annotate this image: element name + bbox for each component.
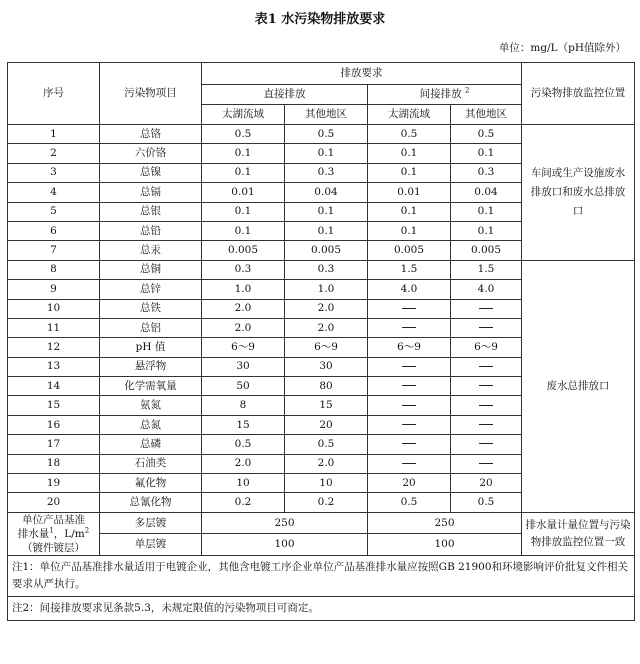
row-number: 10 bbox=[8, 299, 100, 318]
direct-taihu-value: 50 bbox=[202, 377, 285, 396]
direct-other-value: 0.1 bbox=[285, 144, 368, 163]
indirect-taihu-value bbox=[368, 318, 451, 337]
direct-taihu-value: 0.1 bbox=[202, 221, 285, 240]
row-number: 7 bbox=[8, 241, 100, 260]
direct-other-value: 2.0 bbox=[285, 318, 368, 337]
row-number: 5 bbox=[8, 202, 100, 221]
pollutant-name: 总氮 bbox=[100, 415, 202, 434]
header-indirect-taihu: 太湖流域 bbox=[368, 105, 451, 125]
single-layer-direct: 100 bbox=[202, 534, 368, 556]
indirect-other-value: 20 bbox=[451, 474, 522, 493]
direct-other-value: 30 bbox=[285, 357, 368, 376]
table-title: 表1 水污染物排放要求 bbox=[254, 12, 386, 27]
indirect-taihu-value: 0.5 bbox=[368, 493, 451, 512]
row-number: 15 bbox=[8, 396, 100, 415]
pollutant-name: 氨氮 bbox=[100, 396, 202, 415]
pollutant-name: 总铬 bbox=[100, 125, 202, 144]
indirect-taihu-value: 20 bbox=[368, 474, 451, 493]
footnote-1: 注1：单位产品基准排水量适用于电镀企业，其他含电镀工序企业单位产品基准排水量应按照GB 21900和环境影响评价批复文件相关要求从严执行。 bbox=[8, 555, 635, 596]
row-number: 18 bbox=[8, 454, 100, 473]
indirect-taihu-value bbox=[368, 299, 451, 318]
indirect-other-value bbox=[451, 454, 522, 473]
row-number: 4 bbox=[8, 183, 100, 202]
row-number: 8 bbox=[8, 260, 100, 279]
indirect-other-value: 0.3 bbox=[451, 163, 522, 182]
dash-mark bbox=[479, 385, 493, 386]
dash-mark bbox=[402, 424, 416, 425]
direct-taihu-value: 6～9 bbox=[202, 338, 285, 357]
footnote-2: 注2：间接排放要求见条款5.3，未规定限值的污染物项目可商定。 bbox=[8, 596, 635, 620]
indirect-taihu-value bbox=[368, 415, 451, 434]
direct-taihu-value: 0.1 bbox=[202, 144, 285, 163]
pollutant-name: 总铅 bbox=[100, 221, 202, 240]
pollutant-name: 悬浮物 bbox=[100, 357, 202, 376]
indirect-taihu-value bbox=[368, 454, 451, 473]
direct-other-value: 0.3 bbox=[285, 163, 368, 182]
pollutant-name: 氟化物 bbox=[100, 474, 202, 493]
dash-mark bbox=[402, 308, 416, 309]
pollutant-name: 总银 bbox=[100, 202, 202, 221]
indirect-other-value: 1.5 bbox=[451, 260, 522, 279]
dash-mark bbox=[402, 463, 416, 464]
header-direct-other: 其他地区 bbox=[285, 105, 368, 125]
direct-other-value: 0.1 bbox=[285, 221, 368, 240]
monitor-cell-group2: 废水总排放口 bbox=[522, 260, 635, 512]
indirect-taihu-value: 0.1 bbox=[368, 202, 451, 221]
row-number: 14 bbox=[8, 377, 100, 396]
direct-other-value: 2.0 bbox=[285, 454, 368, 473]
direct-other-value: 15 bbox=[285, 396, 368, 415]
direct-taihu-value: 0.2 bbox=[202, 493, 285, 512]
indirect-other-value bbox=[451, 435, 522, 454]
header-indirect-other: 其他地区 bbox=[451, 105, 522, 125]
indirect-taihu-value: 4.0 bbox=[368, 280, 451, 299]
dash-mark bbox=[479, 405, 493, 406]
dash-mark bbox=[402, 385, 416, 386]
direct-taihu-value: 10 bbox=[202, 474, 285, 493]
pollutant-name: 总铝 bbox=[100, 318, 202, 337]
indirect-taihu-value: 0.5 bbox=[368, 125, 451, 144]
direct-taihu-value: 0.1 bbox=[202, 202, 285, 221]
direct-taihu-value: 2.0 bbox=[202, 318, 285, 337]
direct-taihu-value: 0.5 bbox=[202, 435, 285, 454]
indirect-taihu-value bbox=[368, 357, 451, 376]
direct-other-value: 0.5 bbox=[285, 435, 368, 454]
direct-other-value: 0.005 bbox=[285, 241, 368, 260]
indirect-taihu-value: 6～9 bbox=[368, 338, 451, 357]
pollutant-name: 总氰化物 bbox=[100, 493, 202, 512]
indirect-other-value bbox=[451, 396, 522, 415]
row-number: 3 bbox=[8, 163, 100, 182]
table-row bbox=[8, 260, 635, 279]
row-number: 6 bbox=[8, 221, 100, 240]
direct-other-value: 0.3 bbox=[285, 260, 368, 279]
multi-layer-indirect: 250 bbox=[368, 512, 522, 534]
monitor-cell-group1: 车间或生产设施废水排放口和废水总排放口 bbox=[522, 125, 635, 261]
indirect-taihu-value: 1.5 bbox=[368, 260, 451, 279]
indirect-other-value: 0.04 bbox=[451, 183, 522, 202]
direct-other-value: 0.2 bbox=[285, 493, 368, 512]
indirect-other-value bbox=[451, 377, 522, 396]
direct-taihu-value: 0.5 bbox=[202, 125, 285, 144]
pollutant-name: 石油类 bbox=[100, 454, 202, 473]
pollutant-name: 化学需氧量 bbox=[100, 377, 202, 396]
pollutant-name: 总汞 bbox=[100, 241, 202, 260]
pollutant-name: 总镉 bbox=[100, 183, 202, 202]
direct-other-value: 6～9 bbox=[285, 338, 368, 357]
indirect-taihu-value: 0.1 bbox=[368, 163, 451, 182]
pollutant-name: 总铁 bbox=[100, 299, 202, 318]
indirect-other-value: 6～9 bbox=[451, 338, 522, 357]
direct-other-value: 10 bbox=[285, 474, 368, 493]
direct-other-value: 0.5 bbox=[285, 125, 368, 144]
direct-taihu-value: 0.3 bbox=[202, 260, 285, 279]
dash-mark bbox=[479, 463, 493, 464]
row-number: 1 bbox=[8, 125, 100, 144]
header-direct: 直接排放 bbox=[202, 85, 368, 105]
direct-other-value: 1.0 bbox=[285, 280, 368, 299]
indirect-other-value bbox=[451, 357, 522, 376]
direct-taihu-value: 2.0 bbox=[202, 454, 285, 473]
direct-other-value: 2.0 bbox=[285, 299, 368, 318]
footnote-ref: 2 bbox=[464, 86, 470, 95]
indirect-other-value bbox=[451, 415, 522, 434]
unit-drainage-label: 单位产品基准 排水量$^1$，$L/m^2$ （镀件镀层） bbox=[8, 512, 100, 555]
direct-other-value: 0.1 bbox=[285, 202, 368, 221]
header-seq: 序号 bbox=[8, 63, 100, 125]
single-layer-indirect: 100 bbox=[368, 534, 522, 556]
indirect-other-value: 0.005 bbox=[451, 241, 522, 260]
indirect-taihu-value: 0.1 bbox=[368, 221, 451, 240]
table-row bbox=[8, 125, 635, 144]
indirect-other-value bbox=[451, 299, 522, 318]
indirect-other-value: 0.5 bbox=[451, 493, 522, 512]
dash-mark bbox=[402, 443, 416, 444]
indirect-other-value: 0.1 bbox=[451, 202, 522, 221]
direct-taihu-value: 8 bbox=[202, 396, 285, 415]
direct-taihu-value: 30 bbox=[202, 357, 285, 376]
header-emission: 排放要求 bbox=[202, 63, 522, 85]
row-number: 2 bbox=[8, 144, 100, 163]
row-number: 13 bbox=[8, 357, 100, 376]
direct-other-value: 20 bbox=[285, 415, 368, 434]
dash-mark bbox=[402, 327, 416, 328]
indirect-taihu-value: 0.1 bbox=[368, 144, 451, 163]
pollutant-name: 总铜 bbox=[100, 260, 202, 279]
row-number: 12 bbox=[8, 338, 100, 357]
emission-table bbox=[7, 62, 635, 621]
indirect-other-value: 0.1 bbox=[451, 144, 522, 163]
direct-taihu-value: 0.1 bbox=[202, 163, 285, 182]
dash-mark bbox=[479, 366, 493, 367]
header-item: 污染物项目 bbox=[100, 63, 202, 125]
indirect-other-value: 4.0 bbox=[451, 280, 522, 299]
row-number: 11 bbox=[8, 318, 100, 337]
multi-layer-direct: 250 bbox=[202, 512, 368, 534]
unit-label: 单位：mg/L（pH值除外） bbox=[498, 42, 626, 54]
row-number: 20 bbox=[8, 493, 100, 512]
row-number: 19 bbox=[8, 474, 100, 493]
dash-mark bbox=[402, 366, 416, 367]
dash-mark bbox=[402, 405, 416, 406]
direct-taihu-value: 2.0 bbox=[202, 299, 285, 318]
dash-mark bbox=[479, 308, 493, 309]
pollutant-name: 六价铬 bbox=[100, 144, 202, 163]
direct-other-value: 80 bbox=[285, 377, 368, 396]
header-indirect: 间接排放 $^2$ bbox=[368, 85, 522, 105]
header-monitor: 污染物排放监控位置 bbox=[522, 63, 635, 125]
direct-taihu-value: 0.005 bbox=[202, 241, 285, 260]
direct-taihu-value: 15 bbox=[202, 415, 285, 434]
dash-mark bbox=[479, 424, 493, 425]
header-direct-taihu: 太湖流域 bbox=[202, 105, 285, 125]
direct-taihu-value: 1.0 bbox=[202, 280, 285, 299]
indirect-taihu-value bbox=[368, 435, 451, 454]
monitor-cell-group3: 排水量计量位置与污染物排放监控位置一致 bbox=[522, 512, 635, 555]
multi-layer-label: 多层镀 bbox=[100, 512, 202, 534]
row-number: 17 bbox=[8, 435, 100, 454]
pollutant-name: pH 值 bbox=[100, 338, 202, 357]
indirect-other-value: 0.5 bbox=[451, 125, 522, 144]
pollutant-name: 总锌 bbox=[100, 280, 202, 299]
indirect-taihu-value bbox=[368, 377, 451, 396]
pollutant-name: 总镍 bbox=[100, 163, 202, 182]
indirect-taihu-value bbox=[368, 396, 451, 415]
row-number: 16 bbox=[8, 415, 100, 434]
indirect-other-value: 0.1 bbox=[451, 221, 522, 240]
single-layer-label: 单层镀 bbox=[100, 534, 202, 556]
dash-mark bbox=[479, 327, 493, 328]
indirect-other-value bbox=[451, 318, 522, 337]
indirect-taihu-value: 0.01 bbox=[368, 183, 451, 202]
pollutant-name: 总磷 bbox=[100, 435, 202, 454]
row-number: 9 bbox=[8, 280, 100, 299]
direct-other-value: 0.04 bbox=[285, 183, 368, 202]
direct-taihu-value: 0.01 bbox=[202, 183, 285, 202]
indirect-taihu-value: 0.005 bbox=[368, 241, 451, 260]
dash-mark bbox=[479, 443, 493, 444]
